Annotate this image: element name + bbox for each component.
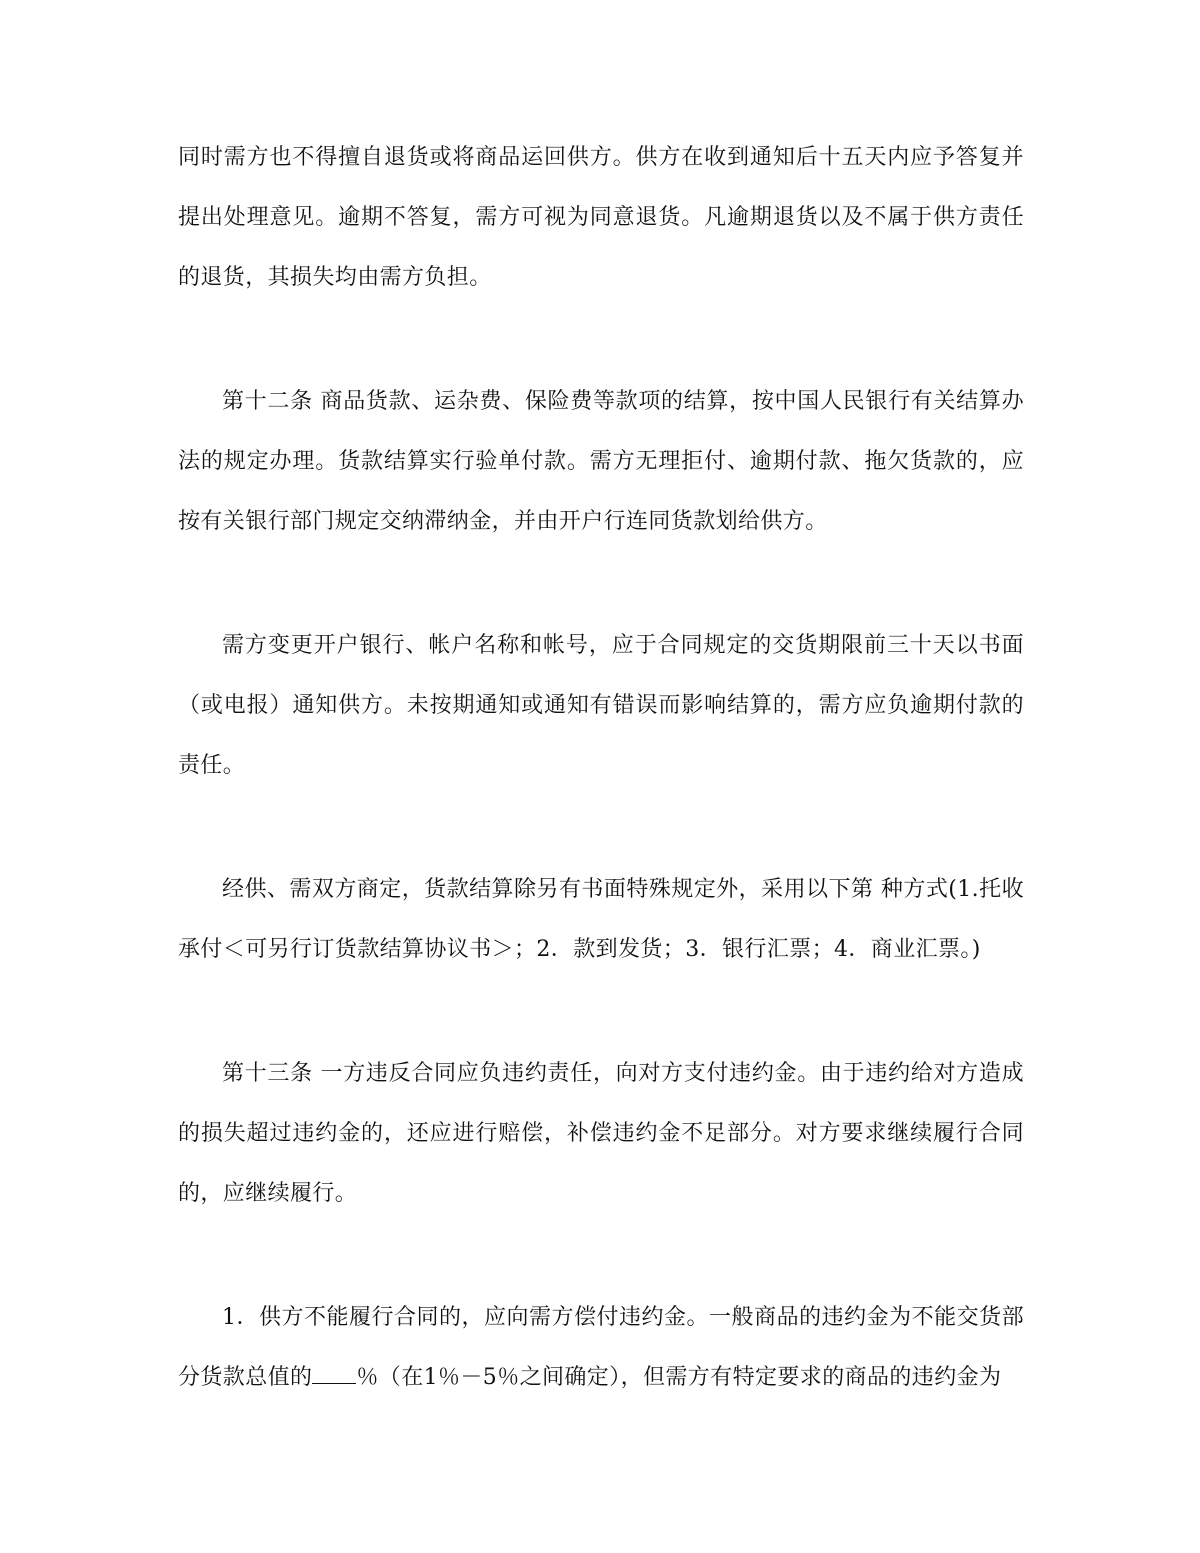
paragraph-article-12: 第十二条 商品货款、运杂费、保险费等款项的结算，按中国人民银行有关结算办法的规定办理。货款结算实行验单付款。需方无理拒付、逾期付款、拖欠货款的，应按有关银行部门规定交纳滞纳金，并由开户行连同货款划给供方。: [178, 389, 1024, 534]
paragraph-payment-method: 经供、需双方商定，货款结算除另有书面特殊规定外，采用以下第 种方式(1.托收承付＜可另行订货款结算协议书＞；2．款到发货；3．银行汇票；4．商业汇票。): [178, 877, 1024, 962]
paragraph-penalty-item-1: [178, 1288, 1024, 1408]
penalty-text-before-blank: 1．供方不能履行合同的，应向需方偿付违约金。一般商品的违约金为不能交货部分货款总值的: [178, 1305, 1024, 1390]
penalty-text-after-blank: ％（在1％－5％之间确定），但需方有特定要求的商品的违约金为: [356, 1365, 1002, 1390]
paragraph-bank-account-change: 需方变更开户银行、帐户名称和帐号，应于合同规定的交货期限前三十天以书面（或电报）通知供方。未按期通知或通知有错误而影响结算的，需方应负逾期付款的责任。: [178, 633, 1024, 778]
paragraph-return-goods: 同时需方也不得擅自退货或将商品运回供方。供方在收到通知后十五天内应予答复并提出处理意见。逾期不答复，需方可视为同意退货。凡逾期退货以及不属于供方责任的退货，其损失均由需方负担。: [178, 145, 1024, 290]
fill-in-blank: [312, 1365, 356, 1384]
paragraph-article-13: 第十三条 一方违反合同应负违约责任，向对方支付违约金。由于违约给对方造成的损失超过违约金的，还应进行赔偿，补偿违约金不足部分。对方要求继续履行合同的，应继续履行。: [178, 1061, 1024, 1206]
